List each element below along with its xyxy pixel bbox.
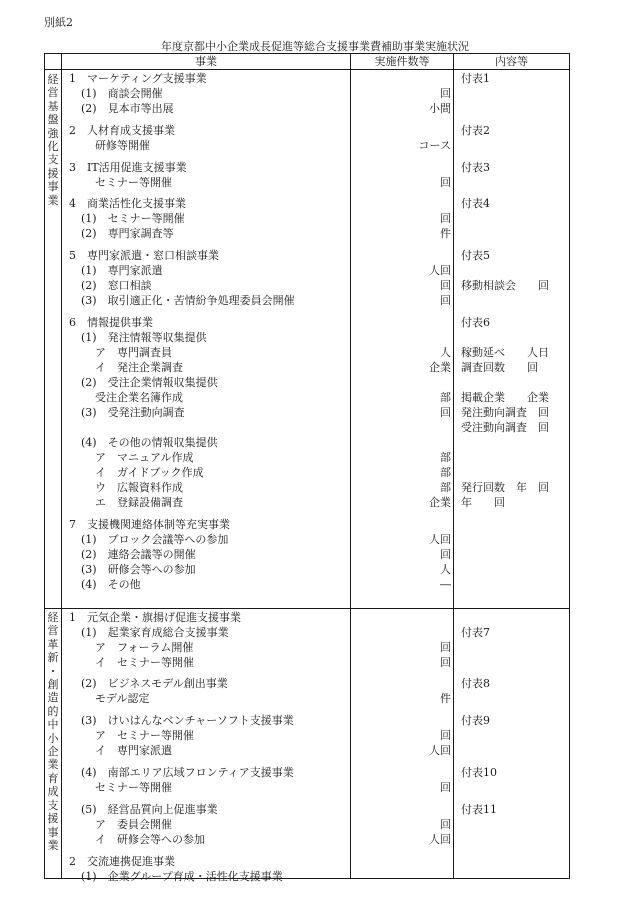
table-row (45, 780, 571, 795)
table-row (45, 495, 571, 510)
table-row (45, 610, 571, 625)
row-item-label: ア 委員会開催 (95, 818, 172, 831)
row-item-label: 2 交流連携促進事業 (69, 855, 175, 868)
row-unit: ― (440, 578, 451, 591)
row-unit: 人 (440, 563, 451, 576)
row-unit: 人回 (429, 744, 451, 757)
row-item-label: 5 専門家派遣・窓口相談事業 (69, 249, 219, 262)
table-row (45, 278, 571, 293)
row-item-label: ア 専門調査員 (95, 346, 172, 359)
row-item-label: (2) 連絡会議等の開催 (81, 548, 196, 561)
row-item-label: (2) 受注企業情報収集提供 (81, 376, 218, 389)
row-item-label: イ 発注企業調査 (95, 361, 183, 374)
table-row (45, 211, 571, 226)
row-unit: 回 (440, 641, 451, 654)
row-note: 掲載企業 企業 (461, 391, 549, 404)
row-unit: 回 (440, 818, 451, 831)
table-row (45, 547, 571, 562)
table-row (45, 728, 571, 743)
section-divider (45, 608, 569, 609)
table-row (45, 676, 571, 691)
row-note: 調査回数 回 (461, 361, 538, 374)
row-unit: 部 (440, 481, 451, 494)
row-unit: 人回 (429, 533, 451, 546)
row-item-label: セミナー等開催 (95, 176, 172, 189)
row-item-label: エ 登録設備調査 (95, 496, 183, 509)
table-row (45, 869, 571, 884)
row-item-label: (1) セミナー等開催 (81, 212, 185, 225)
row-note: 付表1 (461, 72, 490, 85)
row-item-label: 1 元気企業・旗揚げ促進支援事業 (69, 611, 241, 624)
table-row (45, 263, 571, 278)
row-item-label: (1) 発注情報等収集提供 (81, 331, 207, 344)
table-row (45, 123, 571, 138)
row-note: 付表10 (461, 766, 497, 779)
row-item-label: ア セミナー等開催 (95, 729, 194, 742)
row-item-label: イ 専門家派遣 (95, 744, 172, 757)
row-unit: 回 (440, 781, 451, 794)
row-item-label: ア フォーラム開催 (95, 641, 194, 654)
document-title: 年度京都中小企業成長促進等総合支援事業費補助事業実施状況 (161, 40, 469, 53)
row-note: 発行回数 年 回 (461, 481, 549, 494)
row-item-label: 6 情報提供事業 (69, 316, 153, 329)
row-note: 年 回 (461, 496, 505, 509)
row-note: 付表2 (461, 124, 490, 137)
table-row (45, 577, 571, 592)
table-row (45, 854, 571, 869)
table-row (45, 450, 571, 465)
table-row (45, 517, 571, 532)
table-row (45, 390, 571, 405)
row-item-label: ア マニュアル作成 (95, 451, 194, 464)
row-unit: 回 (440, 87, 451, 100)
row-note: 移動相談会 回 (461, 279, 549, 292)
row-unit: 回 (440, 176, 451, 189)
table-row (45, 226, 571, 241)
table-row (45, 175, 571, 190)
category-label: 経 営 革 新 ・ 創 造 的 中 小 企 業 育 成 支 援 事 業 (47, 611, 59, 852)
header-count: 実施件数等 (374, 55, 430, 68)
table-row (45, 375, 571, 390)
row-unit: 回 (440, 729, 451, 742)
table-row (45, 405, 571, 420)
row-unit: 回 (440, 548, 451, 561)
table-row (45, 743, 571, 758)
row-item-label: 4 商業活性化支援事業 (69, 197, 186, 210)
row-item-label: (2) 専門家調査等 (81, 227, 174, 240)
table-row (45, 640, 571, 655)
row-unit: 部 (440, 466, 451, 479)
status-table (44, 53, 570, 883)
table-row (45, 420, 571, 435)
row-item-label: (3) 研修会等への参加 (81, 563, 196, 576)
row-unit: 人回 (429, 833, 451, 846)
row-item-label: 7 支援機関連絡体制等充実事業 (69, 518, 230, 531)
table-row (45, 293, 571, 308)
row-unit: 部 (440, 451, 451, 464)
table-row (45, 360, 571, 375)
row-note: 付表9 (461, 714, 490, 727)
row-item-label: (1) 商談会開催 (81, 87, 163, 100)
table-row (45, 315, 571, 330)
row-item-label: (1) 起業家育成総合支援事業 (81, 626, 229, 639)
row-unit: 人回 (429, 264, 451, 277)
header-content: 内容等 (495, 55, 528, 68)
row-note: 付表11 (461, 803, 497, 816)
row-item-label: (2) 窓口相談 (81, 279, 152, 292)
header-jigyo: 事業 (195, 55, 217, 68)
row-note: 付表5 (461, 249, 490, 262)
table-row (45, 713, 571, 728)
table-row (45, 101, 571, 116)
row-item-label: (2) ビジネスモデル創出事業 (81, 677, 228, 690)
row-note: 付表6 (461, 316, 490, 329)
row-unit: 回 (440, 212, 451, 225)
table-row (45, 196, 571, 211)
row-item-label: 受注企業名簿作成 (95, 391, 183, 404)
row-unit: 部 (440, 391, 451, 404)
row-item-label: (3) けいはんなベンチャーソフト支援事業 (81, 714, 294, 727)
row-item-label: (3) 取引適正化・苦情紛争処理委員会開催 (81, 294, 295, 307)
row-note: 稼動延べ 人日 (461, 346, 549, 359)
row-item-label: イ ガイドブック作成 (95, 466, 204, 479)
table-row (45, 532, 571, 547)
row-note: 付表4 (461, 197, 490, 210)
row-item-label: 3 IT活用促進支援事業 (69, 161, 187, 174)
row-unit: 企業 (429, 361, 451, 374)
row-item-label: (1) 専門家派遣 (81, 264, 163, 277)
table-row (45, 480, 571, 495)
table-row (45, 71, 571, 86)
row-item-label: (5) 経営品質向上促進事業 (81, 803, 218, 816)
row-item-label: (4) 南部エリア広域フロンティア支援事業 (81, 766, 294, 779)
row-item-label: ウ 広報資料作成 (95, 481, 183, 494)
table-row (45, 817, 571, 832)
table-row (45, 832, 571, 847)
row-unit: 小間 (429, 102, 451, 115)
row-item-label: セミナー等開催 (95, 781, 172, 794)
row-item-label: 2 人材育成支援事業 (69, 124, 175, 137)
row-note: 付表3 (461, 161, 490, 174)
table-row (45, 691, 571, 706)
row-unit: 回 (440, 279, 451, 292)
table-row (45, 562, 571, 577)
row-item-label: モデル認定 (95, 692, 150, 705)
table-row (45, 765, 571, 780)
table-row (45, 330, 571, 345)
row-note: 受注動向調査 回 (461, 421, 549, 434)
category-label: 経 営 基 盤 強 化 支 援 事 業 (47, 73, 59, 207)
row-unit: 回 (440, 406, 451, 419)
row-unit: 回 (440, 294, 451, 307)
table-row (45, 138, 571, 153)
row-unit: 回 (440, 656, 451, 669)
row-unit: 企業 (429, 496, 451, 509)
table-row (45, 465, 571, 480)
table-row (45, 625, 571, 640)
row-unit: 件 (440, 227, 451, 240)
table-row (45, 248, 571, 263)
row-item-label: (1) 企業グループ育成・活性化支援事業 (81, 870, 283, 883)
header-divider (45, 69, 569, 70)
row-item-label: (4) その他 (81, 578, 141, 591)
table-row (45, 802, 571, 817)
row-note: 付表7 (461, 626, 490, 639)
table-row (45, 86, 571, 101)
row-unit: 件 (440, 692, 451, 705)
row-item-label: (1) ブロック会議等への参加 (81, 533, 229, 546)
row-item-label: 1 マーケティング支援事業 (69, 72, 207, 85)
table-row (45, 655, 571, 670)
row-item-label: 研修等開催 (95, 139, 150, 152)
row-item-label: (2) 見本市等出展 (81, 102, 174, 115)
row-item-label: (3) 受発注動向調査 (81, 406, 185, 419)
row-note: 発注動向調査 回 (461, 406, 549, 419)
row-unit: コース (418, 139, 451, 152)
row-note: 付表8 (461, 677, 490, 690)
table-row (45, 345, 571, 360)
row-item-label: イ セミナー等開催 (95, 656, 194, 669)
row-item-label: (4) その他の情報収集提供 (81, 436, 218, 449)
row-unit: 人 (440, 346, 451, 359)
table-row (45, 435, 571, 450)
attachment-label: 別紙2 (44, 16, 73, 29)
row-item-label: イ 研修会等への参加 (95, 833, 205, 846)
table-row (45, 160, 571, 175)
